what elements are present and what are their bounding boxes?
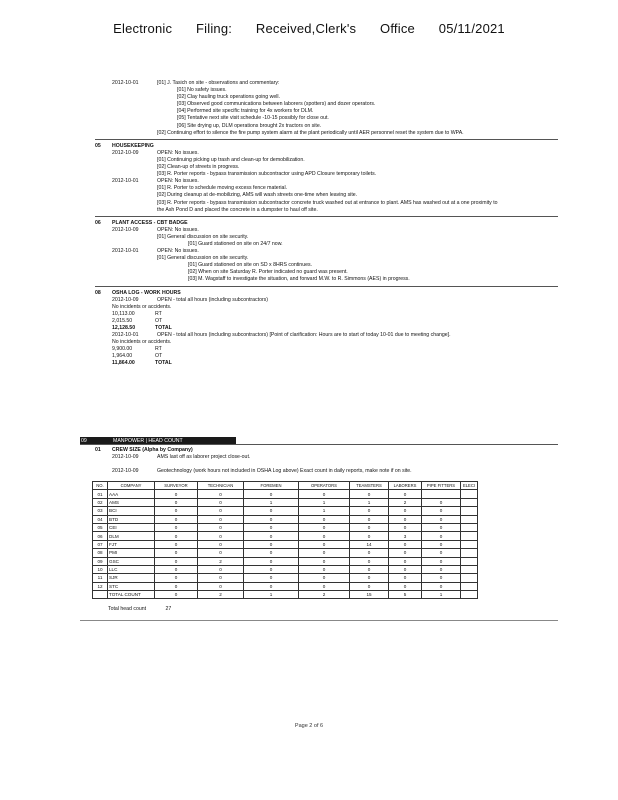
list-item: [06] Site drying up, DLM operations brought 2x tractors on site. [177,122,322,129]
header-received: Received,Clerk's [255,21,357,36]
table-cell [461,557,478,565]
table-cell [461,523,478,531]
table-header-row [93,482,478,490]
table-cell [461,532,478,540]
list-item: [01] Guard stationed on site on SD x 8HRS continues. [188,262,312,269]
col-header: COMPANY [108,482,155,490]
table-cell: 2 [389,498,422,506]
header-date: 05/11/2021 [438,21,505,36]
table-cell: 0 [350,549,389,557]
list-item: [02] When on site Saturday R. Porter indicated no guard was present. [188,269,348,276]
table-row [93,540,478,548]
table-cell: 0 [198,549,244,557]
table-cell: 0 [422,557,461,565]
total-head-count: Total head count 27 [108,606,172,612]
table-cell [461,565,478,573]
table-cell: 1 [299,507,350,515]
table-row [93,582,478,590]
table-cell: 0 [155,565,198,573]
table-cell [93,591,108,599]
table-row [93,574,478,582]
list-item: [02] Continuing effort to silence the fire pump system alarm at the plant periodically until AER personnel reset the system due to WPA. [157,129,464,136]
table-cell: 0 [244,490,299,498]
table-cell: 0 [155,582,198,590]
col-header: LABORERS [389,482,422,490]
table-cell: PMI [108,549,155,557]
table-cell: 0 [198,582,244,590]
table-cell: LLC [108,565,155,573]
table-cell: 01 [93,490,108,498]
col-header: PIPE FITTERS [422,482,461,490]
table-cell: 0 [299,532,350,540]
table-cell: 0 [155,591,198,599]
table-cell: 0 [299,515,350,523]
table-total-row [93,591,478,599]
table-cell: BCI [108,507,155,515]
table-cell: 11 [93,574,108,582]
table-cell [461,490,478,498]
table-cell: 0 [155,498,198,506]
list-item: 9,900.00 RT [112,346,162,353]
table-cell: 0 [244,557,299,565]
table-cell [461,540,478,548]
table-cell: 0 [198,507,244,515]
table-cell: 0 [422,498,461,506]
table-cell: 0 [244,523,299,531]
list-item: 2012-10-01 [01] J. Tasich on site - observations and commentary: [112,80,280,86]
table-cell: 0 [350,574,389,582]
section-heading: 06 PLANT ACCESS - CBT BADGE [95,219,188,226]
list-item: 2012-10-09 OPEN - total all hours (including subcontractors) [112,296,269,303]
crew-size-section [80,447,558,475]
list-item: 2012-10-09 OPEN: No issues. [112,226,199,233]
divider [80,620,558,621]
table-cell: 2 [198,557,244,565]
table-cell [422,490,461,498]
table-cell: 0 [422,515,461,523]
table-cell: 0 [244,565,299,573]
list-item: [01] Guard stationed on site on 24/7 now. [188,240,283,247]
table-cell: 0 [155,523,198,531]
list-item: 2012-10-09 Geotechnology (work hours not included in OSHA Log above) Exact count in daily reports, make note if on site. [112,468,412,475]
table-cell: 0 [198,498,244,506]
table-cell: 0 [155,557,198,565]
table-cell: 0 [299,582,350,590]
table-cell: 0 [422,549,461,557]
divider [80,444,558,445]
table-cell: 0 [389,557,422,565]
table-cell [461,549,478,557]
divider [95,286,558,287]
table-cell: 0 [155,574,198,582]
list-item: 2012-10-09 OPEN: No issues. [112,149,199,156]
table-row [93,490,478,498]
table-cell: 0 [350,532,389,540]
table-cell: 0 [198,523,244,531]
table-cell: 0 [155,532,198,540]
table-row [93,549,478,557]
table-cell [461,507,478,515]
table-cell: 0 [422,532,461,540]
table-cell: 0 [244,574,299,582]
col-header: TEAMSTERS [350,482,389,490]
table-cell: 0 [389,523,422,531]
table-cell: 04 [93,515,108,523]
table-cell: 06 [93,532,108,540]
table-cell: SJR [108,574,155,582]
col-header: NO. [93,482,108,490]
list-item: 11,864.00 TOTAL [112,360,172,367]
table-cell: 3 [389,532,422,540]
table-cell: 1 [299,498,350,506]
list-item: [03] R. Porter reports - bypass transmission subcontractor using APD Closure temporary toilets. [157,171,377,178]
section-heading: 08 OSHA LOG - WORK HOURS [95,289,181,296]
meeting-minutes [80,80,558,368]
list-item: [01] R. Porter to schedule moving excess fence material. [157,185,288,192]
list-item: 2,015.50 OT [112,317,163,324]
table-cell [461,591,478,599]
table-cell: TOTAL COUNT [108,591,155,599]
table-cell: 0 [422,582,461,590]
table-cell: 0 [389,515,422,523]
table-cell: AMS [108,498,155,506]
table-cell: 0 [244,582,299,590]
table-cell: 0 [389,490,422,498]
table-cell: 0 [198,515,244,523]
col-header: FOREMEN [244,482,299,490]
filing-header [0,21,618,36]
list-item: 10,113.00 RT [112,310,162,317]
table-cell: 0 [350,582,389,590]
table-cell: 10 [93,565,108,573]
table-cell: 0 [155,507,198,515]
list-item: [03] M. Wagstaff to investigate the situation, and forward M.W. to R. Simmons (AES) in progress. [188,276,410,283]
table-cell: 0 [350,565,389,573]
page-number: Page 2 of 6 [294,723,324,729]
table-cell: 0 [350,490,389,498]
list-item: 2012-10-01 OPEN - total all hours (including subcontractors) [Point of clarification: Hours are to start of today 10-01 due to meeting change]. [112,332,451,339]
table-cell: 0 [299,574,350,582]
table-cell: CEI [108,523,155,531]
table-row [93,532,478,540]
table-cell: 0 [299,565,350,573]
table-cell: 0 [350,557,389,565]
list-item: [02] Clean-up of streets in progress. [157,164,240,171]
col-header: TECHNICIAN [198,482,244,490]
list-item: 1,964.00 OT [112,353,163,360]
table-cell: 0 [389,549,422,557]
table-cell: 0 [299,523,350,531]
table-cell: BTD [108,515,155,523]
table-cell: 0 [350,515,389,523]
table-cell: 14 [350,540,389,548]
col-header: OPERATORS [299,482,350,490]
table-cell [461,515,478,523]
table-cell: 0 [350,507,389,515]
divider [95,139,558,140]
table-row [93,557,478,565]
table-cell: 0 [422,574,461,582]
table-row [93,507,478,515]
list-item: [02] Clay hauling truck operations going well. [177,94,280,101]
table-cell: 0 [422,540,461,548]
table-cell: GSC [108,557,155,565]
table-cell: 0 [198,540,244,548]
table-cell: 1 [422,591,461,599]
header-office: Office [380,21,415,36]
header-filing: Filing: [196,21,233,36]
table-cell [461,498,478,506]
table-cell: 0 [244,549,299,557]
list-item: [05] Tentative next site visit schedule -10-15 possibly for close out. [177,115,329,122]
table-cell: 0 [155,540,198,548]
table-cell: 0 [299,490,350,498]
table-cell: 0 [198,565,244,573]
table-cell: 0 [244,507,299,515]
table-cell: 0 [299,557,350,565]
col-header: ELECI [461,482,478,490]
manpower-heading: 09 MANPOWER | HEAD COUNT [80,437,236,445]
table-cell: 09 [93,557,108,565]
table-cell: 0 [389,565,422,573]
table-cell [461,582,478,590]
list-item: [03] Observed good communications between laborers (spotters) and dozer operators. [177,101,376,108]
table-cell: 0 [155,515,198,523]
table-cell: 0 [389,582,422,590]
table-row [93,523,478,531]
divider [95,216,558,217]
table-cell: 0 [389,507,422,515]
list-item: No incidents or accidents. [112,303,172,310]
table-cell: 5 [389,591,422,599]
table-cell: 05 [93,523,108,531]
table-cell: 0 [299,540,350,548]
header-electronic: Electronic [113,21,173,36]
table-cell: 2 [299,591,350,599]
list-item: [01] Continuing picking up trash and clean-up for demobilization. [157,156,305,163]
table-row [93,498,478,506]
list-item: 2012-10-01 OPEN: No issues. [112,178,199,185]
list-item: 12,128.50 TOTAL [112,325,172,331]
table-cell: 0 [422,507,461,515]
list-item: [01] General discussion on site security. [157,255,249,262]
list-item [80,461,558,468]
list-item: [02] During cleanup at de-mobilizing, AMS will wash streets one-time when leaving site. [157,192,358,199]
table-row [93,565,478,573]
table-cell: 2 [198,591,244,599]
col-header: SURVEYOR [155,482,198,490]
list-item: No incidents or accidents. [112,339,172,346]
list-item: the Ash Pond D and placed the concrete in a dumpster to haul off site. [157,206,318,213]
list-item: [01] No safety issues. [177,87,227,94]
table-cell: 12 [93,582,108,590]
table-cell: 0 [198,574,244,582]
table-cell: 1 [244,498,299,506]
table-cell: 0 [198,532,244,540]
table-cell: STC [108,582,155,590]
table-cell: 02 [93,498,108,506]
table-cell: DLM [108,532,155,540]
table-cell: 0 [422,565,461,573]
list-item: [04] Performed site specific training for 4x workers for DLM. [177,108,314,115]
table-row [93,515,478,523]
table-cell: 0 [244,540,299,548]
list-item: 2012-10-09 AMS last off as laborer project close-out. [112,454,251,461]
table-cell: 0 [155,549,198,557]
section-heading: 01 CREW SIZE (Alpha by Company) [95,447,193,453]
table-cell: 0 [244,532,299,540]
section-heading: 05 HOUSEKEEPING [95,142,154,149]
list-item: [03] R. Porter reports - bypass transmission subcontractor concrete truck washed out at entrance to plant. AMS has washed out at a one proximity to [157,199,498,206]
table-cell: 0 [389,540,422,548]
table-cell: 1 [244,591,299,599]
list-item: [01] General discussion on site security. [157,233,249,240]
table-cell: 07 [93,540,108,548]
table-cell: 0 [389,574,422,582]
table-cell: 0 [155,490,198,498]
table-cell: 0 [350,523,389,531]
crew-table [92,481,478,599]
table-cell: 0 [422,523,461,531]
table-cell: 1 [350,498,389,506]
list-item: 2012-10-01 OPEN: No issues. [112,248,199,255]
table-cell: 15 [350,591,389,599]
table-cell [461,574,478,582]
table-cell: 0 [299,549,350,557]
table-cell: FJT [108,540,155,548]
table-cell: AAA [108,490,155,498]
table-cell: 08 [93,549,108,557]
table-cell: 0 [198,490,244,498]
table-cell: 03 [93,507,108,515]
table-cell: 0 [244,515,299,523]
